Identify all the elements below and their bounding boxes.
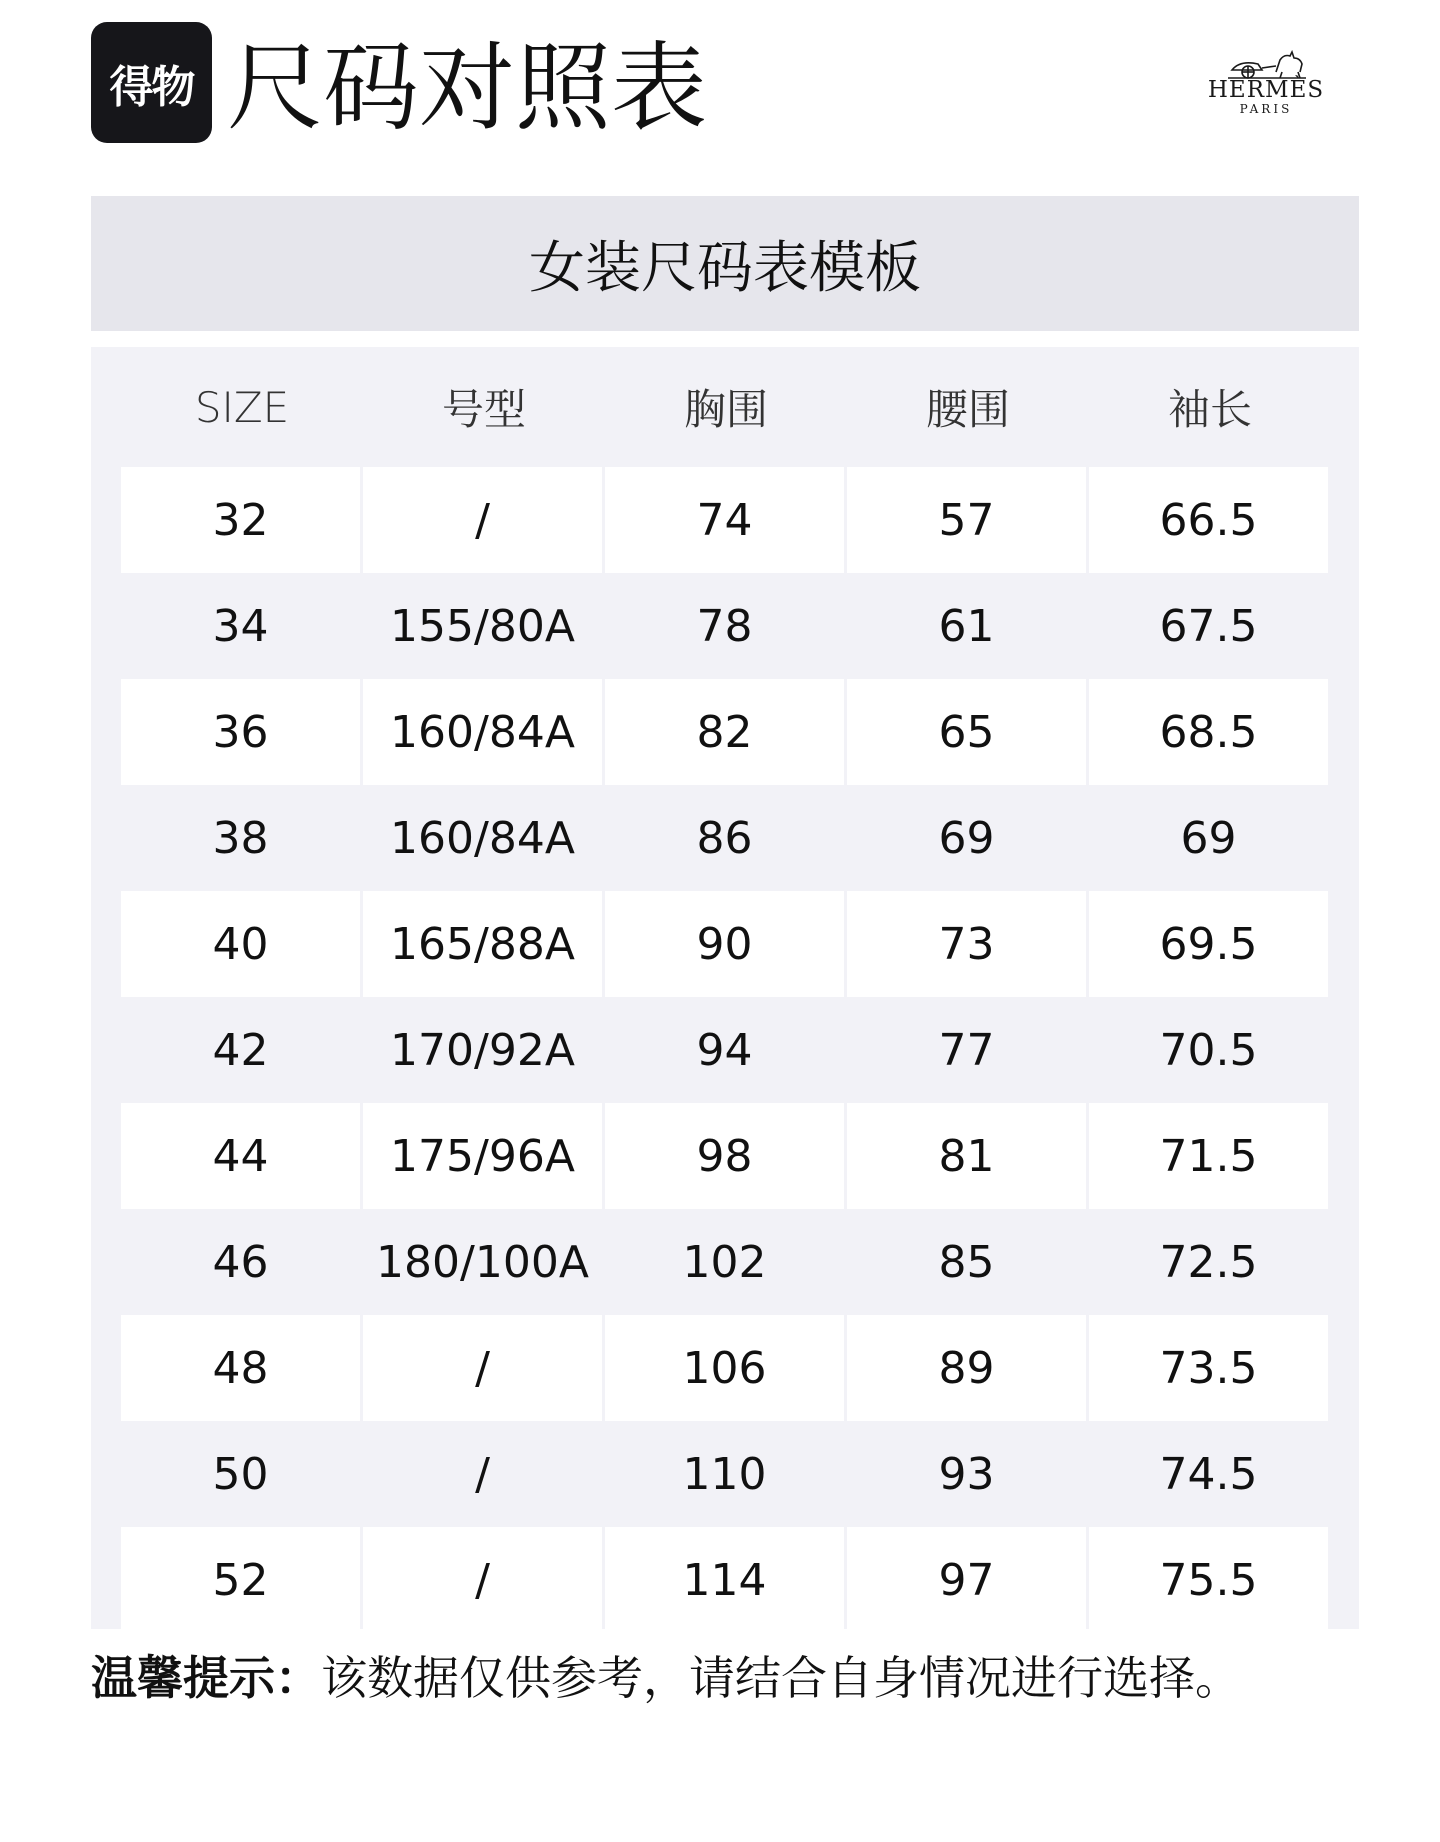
table-cell: 81 [847,1103,1086,1209]
table-cell: 69.5 [1089,891,1328,997]
table-cell: 57 [847,467,1086,573]
table-cell: 36 [121,679,360,785]
brand-city: PARIS [1239,102,1293,116]
table-cell: 74.5 [1089,1421,1328,1527]
table-cell: 89 [847,1315,1086,1421]
table-cell: 98 [605,1103,844,1209]
table-row [121,467,1329,573]
table-cell: 40 [121,891,360,997]
table-cell: 44 [121,1103,360,1209]
size-table [91,347,1359,1629]
table-header-row [121,347,1329,467]
table-cell: 34 [121,573,360,679]
table-cell: 75.5 [1089,1527,1328,1629]
table-cell: 67.5 [1089,573,1328,679]
table-row [121,573,1329,679]
table-cell: 160/84A [363,679,602,785]
column-header-model: 号型 [441,385,526,434]
table-row [121,1527,1329,1629]
table-cell: 170/92A [363,997,602,1103]
table-cell: / [363,1527,602,1629]
table-cell: 61 [847,573,1086,679]
table-cell: 68.5 [1089,679,1328,785]
app-logo [91,22,212,143]
table-cell: 97 [847,1527,1086,1629]
table-cell: 73.5 [1089,1315,1328,1421]
table-row [121,1209,1329,1315]
column-header-sleeve: 袖长 [1167,385,1252,434]
column-header-bust: 胸围 [683,385,768,434]
footer-tip [91,1647,1241,1709]
table-cell: 52 [121,1527,360,1629]
table-cell: 70.5 [1089,997,1328,1103]
table-cell: 93 [847,1421,1086,1527]
app-logo-text: 得物 [109,61,194,113]
table-cell: 77 [847,997,1086,1103]
footer-tip-label: 温馨提示： [91,1651,321,1705]
table-row [121,997,1329,1103]
table-cell: / [363,1315,602,1421]
table-cell: 65 [847,679,1086,785]
table-row [121,1103,1329,1209]
footer-tip-text: 该数据仅供参考，请结合自身情况进行选择。 [321,1651,1241,1705]
table-cell: 90 [605,891,844,997]
page-title: 尺码对照表 [227,32,707,144]
table-cell: 175/96A [363,1103,602,1209]
table-cell: 78 [605,573,844,679]
table-row [121,679,1329,785]
table-cell: 38 [121,785,360,891]
table-cell: 102 [605,1209,844,1315]
table-cell: 69 [1089,785,1328,891]
table-cell: 82 [605,679,844,785]
table-cell: 155/80A [363,573,602,679]
table-cell: 86 [605,785,844,891]
brand-logo [1201,50,1331,142]
table-cell: 46 [121,1209,360,1315]
carriage-icon [1218,50,1314,80]
table-cell: 50 [121,1421,360,1527]
table-row [121,891,1329,997]
table-cell: 71.5 [1089,1103,1328,1209]
table-cell: 66.5 [1089,467,1328,573]
table-cell: 165/88A [363,891,602,997]
page-header [91,22,1359,152]
table-cell: / [363,467,602,573]
table-cell: 114 [605,1527,844,1629]
table-row [121,1421,1329,1527]
table-cell: 48 [121,1315,360,1421]
table-cell: 32 [121,467,360,573]
table-row [121,785,1329,891]
column-header-waist: 腰围 [925,385,1010,434]
table-cell: 69 [847,785,1086,891]
table-cell: 73 [847,891,1086,997]
table-body [121,467,1329,1629]
table-cell: 72.5 [1089,1209,1328,1315]
table-cell: 110 [605,1421,844,1527]
table-cell: / [363,1421,602,1527]
table-cell: 94 [605,997,844,1103]
table-cell: 160/84A [363,785,602,891]
table-cell: 85 [847,1209,1086,1315]
table-cell: 42 [121,997,360,1103]
table-cell: 106 [605,1315,844,1421]
table-row [121,1315,1329,1421]
column-header-size: SIZE [194,382,290,432]
brand-name: HERMÈS [1207,77,1325,103]
table-cell: 74 [605,467,844,573]
table-cell: 180/100A [363,1209,602,1315]
size-table-title: 女装尺码表模板 [91,196,1359,331]
